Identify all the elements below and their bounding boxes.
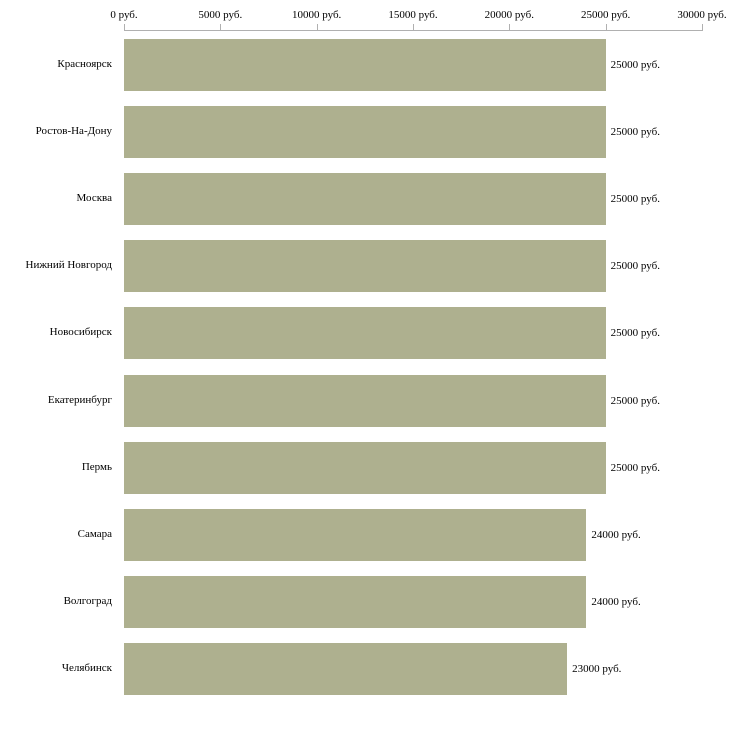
bar-value-label: 25000 руб.	[610, 125, 660, 138]
category-label: Волгоград	[63, 595, 112, 608]
category-label: Красноярск	[57, 57, 112, 70]
category-label: Нижний Новгород	[25, 259, 112, 272]
bar[interactable]	[124, 307, 606, 359]
category-label: Ростов-На-Дону	[35, 124, 112, 137]
category-label: Челябинск	[61, 662, 112, 675]
x-axis-tick-label: 0 руб.	[110, 9, 138, 21]
x-axis-tick	[509, 24, 510, 31]
category-label: Екатеринбург	[47, 393, 112, 406]
category-label: Москва	[76, 192, 112, 204]
category-label: Самара	[77, 528, 112, 540]
x-axis-tick	[413, 24, 414, 31]
bar-value-label: 24000 руб.	[591, 596, 641, 609]
bar[interactable]	[124, 442, 606, 494]
bar[interactable]	[124, 375, 606, 427]
x-axis-tick	[220, 24, 221, 31]
x-axis-tick-label: 5000 руб.	[198, 9, 243, 21]
x-axis-tick	[702, 24, 703, 31]
bar-value-label: 25000 руб.	[610, 193, 660, 205]
bar-value-label: 25000 руб.	[610, 394, 660, 407]
bar[interactable]	[124, 240, 606, 292]
bar-value-label: 25000 руб.	[610, 260, 660, 273]
x-axis-tick	[124, 24, 125, 31]
bar[interactable]	[124, 39, 606, 91]
category-label: Пермь	[81, 460, 112, 473]
bar-value-label: 25000 руб.	[610, 327, 660, 340]
bar[interactable]	[124, 509, 586, 561]
bar[interactable]	[124, 576, 586, 628]
category-label: Новосибирск	[49, 326, 112, 339]
bar[interactable]	[124, 173, 606, 225]
x-axis-tick-label: 10000 руб.	[292, 9, 342, 21]
x-axis-tick	[317, 24, 318, 31]
x-axis-tick	[606, 24, 607, 31]
bar[interactable]	[124, 643, 567, 695]
bar[interactable]	[124, 106, 606, 158]
x-axis-tick-label: 20000 руб.	[484, 9, 534, 21]
bar-value-label: 25000 руб.	[610, 461, 660, 474]
bar-value-label: 24000 руб.	[591, 529, 641, 541]
x-axis-tick-label: 30000 руб.	[677, 9, 727, 21]
x-axis-tick-label: 15000 руб.	[388, 9, 438, 21]
x-axis-tick-label: 25000 руб.	[581, 9, 631, 21]
bar-value-label: 23000 руб.	[572, 663, 622, 676]
bar-value-label: 25000 руб.	[610, 58, 660, 71]
